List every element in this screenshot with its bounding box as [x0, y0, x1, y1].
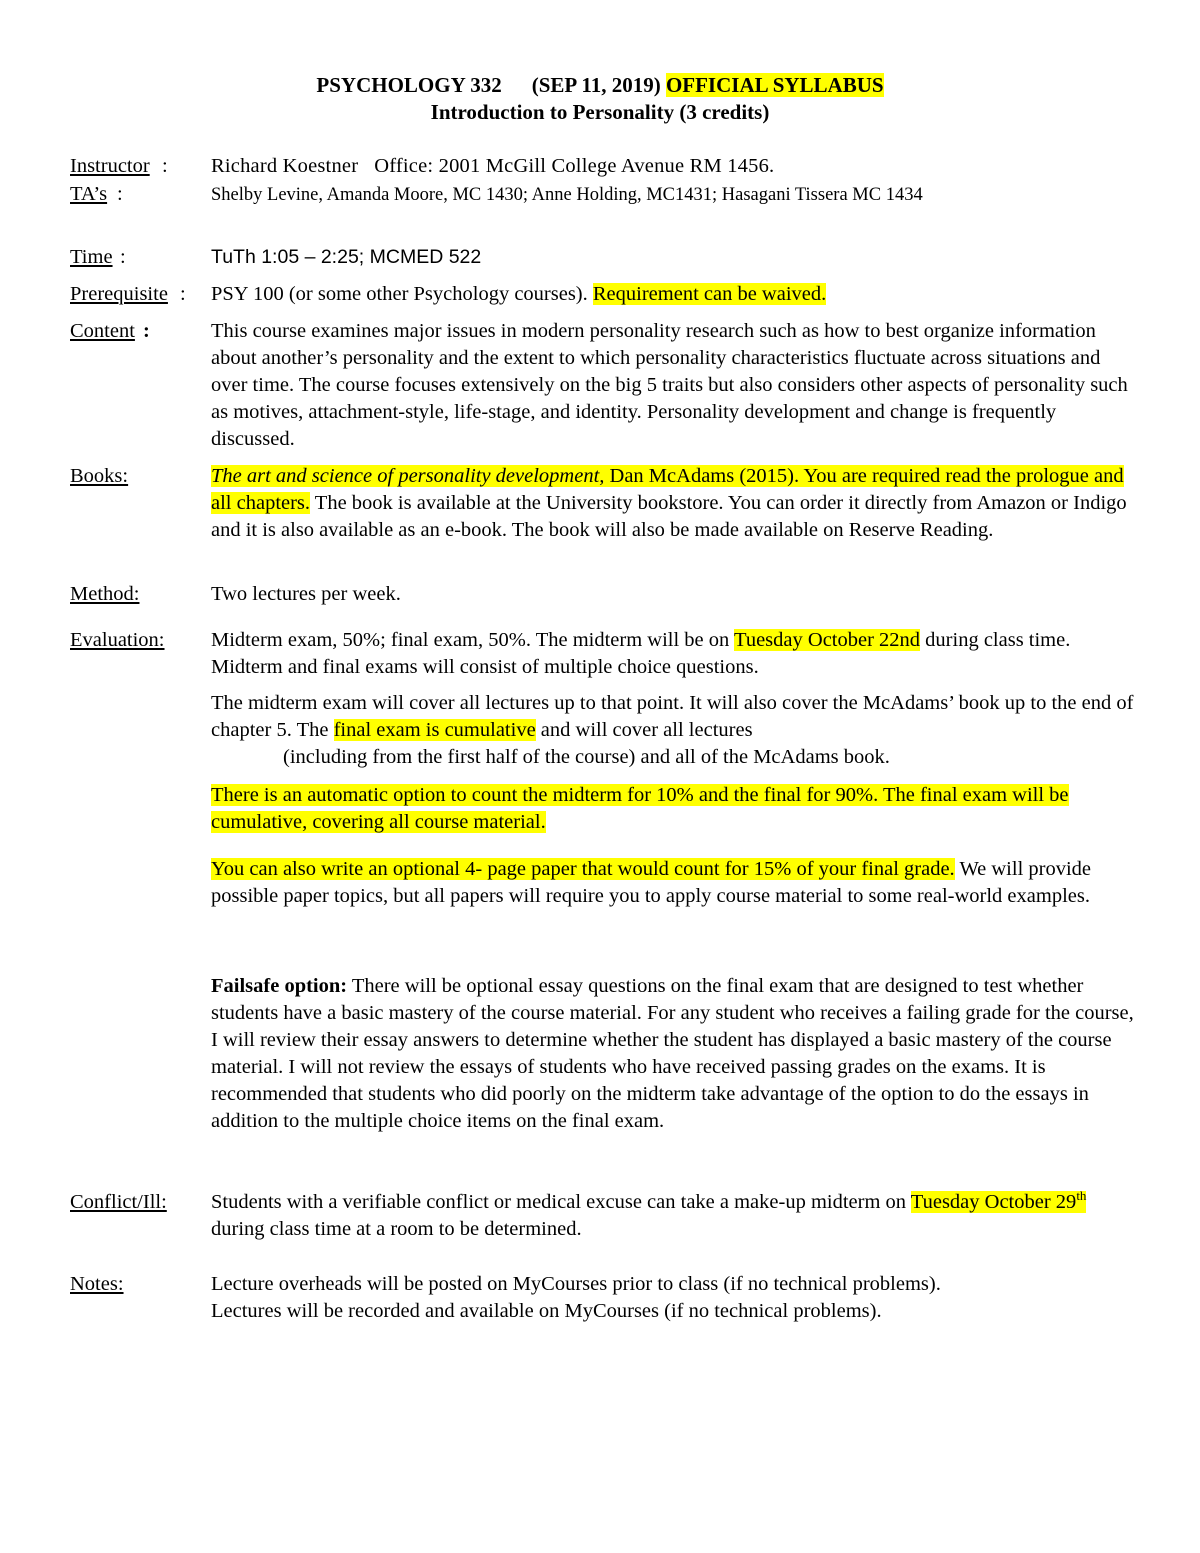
evaluation-paragraph-2: The midterm exam will cover all lectures up to that point. It will also cover the McAdams’ book up to the end of chapter 5. The final exam is cumulative and will cover all lectures (including from the first half of the course) and all of the McAdams book. — [211, 690, 1136, 771]
book-requirement: You are required read the prologue and all chapters. — [211, 465, 1124, 514]
books-label: Books: — [70, 465, 129, 487]
evaluation-paragraph-4: You can also write an optional 4- page paper that would count for 15% of your final grade. We will provide possible paper topics, but all papers will require you to apply course material to some real-world examples. — [211, 858, 1092, 907]
book-title: The art and science of personality development, — [211, 465, 605, 487]
time-label: Time — [70, 246, 113, 268]
tas-label: TA’s — [70, 183, 108, 205]
tas-label-colon: : — [117, 183, 123, 205]
midterm-date-highlight: Tuesday October 22nd — [734, 629, 921, 651]
instructor-name: Richard Koestner — [211, 155, 359, 177]
notes-label: Notes: — [70, 1273, 124, 1295]
instructor-value — [211, 153, 1136, 180]
method-label: Method: — [70, 583, 140, 605]
notes-value — [211, 1271, 1136, 1325]
makeup-date-highlight: Tuesday October 29th — [910, 1188, 1087, 1213]
prerequisite-value — [211, 281, 1136, 308]
tas-value: Shelby Levine, Amanda Moore, MC 1430; Anne Holding, MC1431; Hasagani Tissera MC 1434 — [211, 185, 923, 205]
content-label: Content — [70, 320, 135, 342]
prerequisite-label: Prerequisite — [70, 283, 168, 305]
evaluation-paragraph-3 — [211, 782, 1136, 836]
official-syllabus-highlight: OFFICIAL SYLLABUS — [665, 73, 884, 97]
method-value: Two lectures per week. — [211, 583, 401, 605]
instructor-office: Office: 2001 McGill College Avenue RM 1456. — [374, 155, 775, 177]
time-value: TuTh 1:05 – 2:25; MCMED 522 — [211, 246, 482, 268]
evaluation-paragraph-1: Midterm exam, 50%; final exam, 50%. The midterm will be on Tuesday October 22nd during class time. Midterm and final exams will consist of multiple choice questions. — [211, 629, 1071, 678]
evaluation-label: Evaluation: — [70, 629, 165, 651]
cumulative-highlight: final exam is cumulative — [333, 719, 536, 741]
book-availability: The book is available at the University bookstore. You can order it directly from Amazon or Indigo and it is also available as an e-book. The book will also be made available on Reserve Reading. — [211, 492, 1127, 541]
course-code: PSYCHOLOGY 332 — [316, 73, 502, 97]
instructor-label: Instructor — [70, 155, 150, 177]
content-label-colon: : — [143, 320, 150, 342]
conflict-label: Conflict/Ill: — [70, 1191, 167, 1213]
failsafe-paragraph: Failsafe option: There will be optional essay questions on the final exam that are designed to test whether students have a basic mastery of the course material. For any student who receives a failing grade for the course, I will review their essay answers to determine whether the student has displayed a basic mastery of the course material. I will not review the essays of students who have received passing grades on the exams. It is recommended that students who did poorly on the midterm take advantage of the option to do the essays in addition to the multiple choice items on the final exam. — [211, 975, 1134, 1132]
page-title — [0, 72, 1200, 99]
failsafe-label: Failsafe option: — [211, 975, 348, 997]
instructor-label-colon: : — [162, 155, 168, 177]
prerequisite-label-colon: : — [180, 283, 186, 305]
notes-line-2: Lectures will be recorded and available on MyCourses (if no technical problems). — [211, 1300, 882, 1322]
prerequisite-text: PSY 100 (or some other Psychology courses). — [211, 283, 593, 305]
conflict-value: Students with a verifiable conflict or medical excuse can take a make-up midterm on Tuesday October 29th during class time at a room to be determined. — [211, 1188, 1087, 1240]
page-subtitle: Introduction to Personality (3 credits) — [430, 100, 770, 124]
book-author: Dan McAdams (2015). — [604, 465, 804, 487]
optional-paper-highlight: You can also write an optional 4- page paper that would count for 15% of your final grade. — [211, 858, 955, 880]
notes-line-1: Lecture overheads will be posted on MyCourses prior to class (if no technical problems). — [211, 1273, 941, 1295]
content-description: This course examines major issues in modern personality research such as how to best organize information about another’s personality and the extent to which personality characteristics fluctuate across situations and over time. The course focuses extensively on the big 5 traits but also considers other aspects of personality such as motives, attachment-style, life-stage, and identity. Personality development and change is frequently discussed. — [211, 320, 1128, 450]
books-value — [211, 463, 1136, 544]
prerequisite-waiver-highlight: Requirement can be waived. — [592, 283, 827, 305]
syllabus-date: (SEP 11, 2019) — [531, 73, 661, 97]
evaluation-paragraph-2-indent: (including from the first half of the course) and all of the McAdams book. — [283, 746, 890, 768]
weighting-option-highlight: There is an automatic option to count the midterm for 10% and the final for 90%. The final exam will be cumulative, covering all course material. — [211, 784, 1069, 833]
time-label-colon: : — [120, 246, 126, 268]
